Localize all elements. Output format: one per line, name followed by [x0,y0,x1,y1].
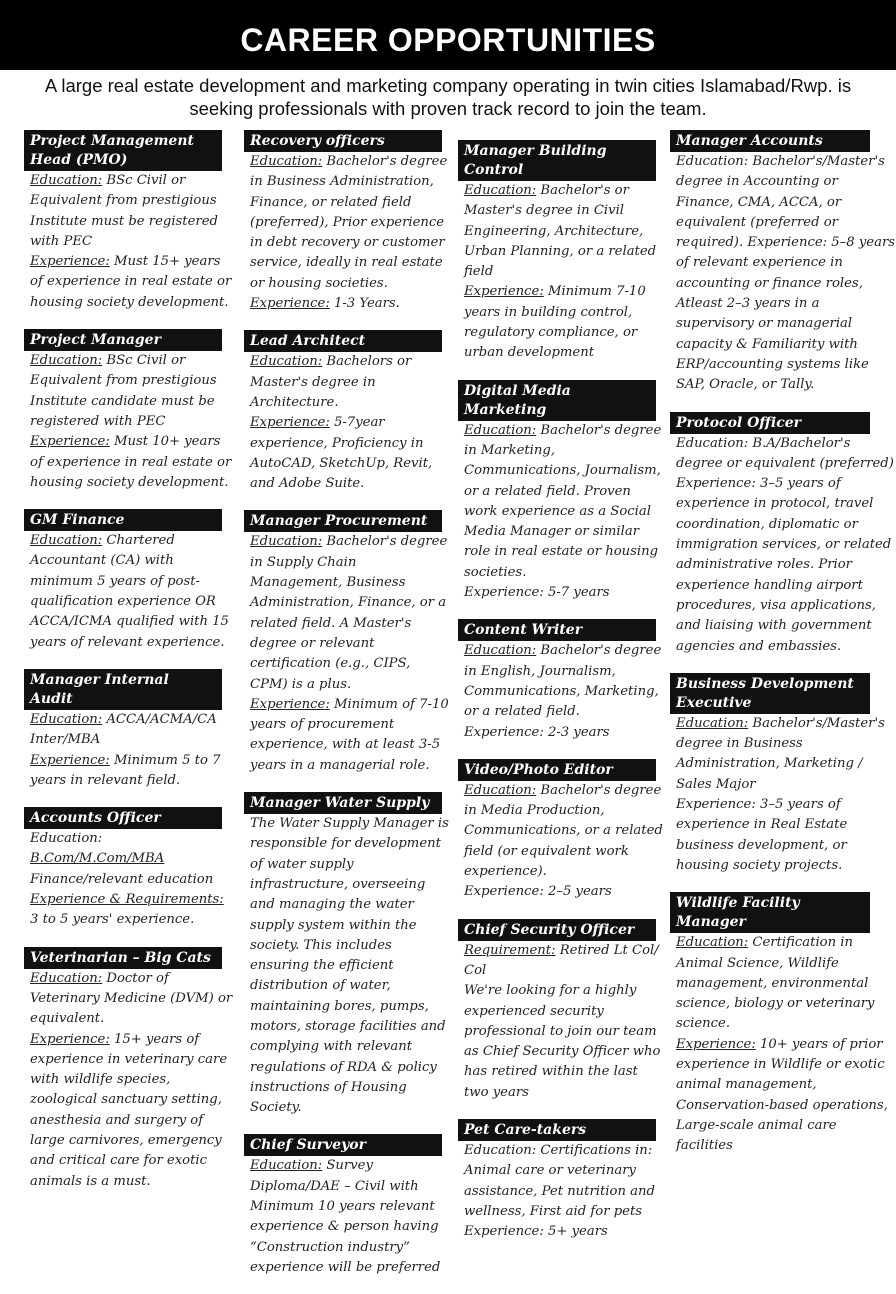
edu-label: Education: [250,1158,323,1174]
job-veterinarian [24,947,234,1192]
edu-label: Education: [30,533,103,549]
job-title: Manager Procurement [244,510,442,532]
job-title: Digital Media Marketing [458,380,656,421]
intro-line-2: seeking professionals with proven track record to join the team. [189,98,707,119]
edu-text: Certification in Animal Science, Wildlife management, environmental science, biology or veterinary science. [676,935,875,1032]
job-content-writer [458,619,664,742]
exp-text: Must 10+ years of experience in real estate or housing society development. [30,434,232,490]
edu-label: Education: [464,422,537,438]
edu-label: Education: [464,183,537,198]
job-title: Manager Accounts [670,130,870,152]
page-title: CAREER OPPORTUNITIES [0,0,896,70]
job-manager-building-control [458,140,664,364]
intro-text [0,74,896,120]
job-body [670,933,896,1156]
exp-label: Experience: [464,284,544,300]
job-pet-care-takers [458,1119,664,1242]
exp-text: Experience: 2-3 years [464,724,610,740]
edu-text: ACCA/ACMA/CA Inter/MBA [30,711,217,748]
job-body [458,1141,664,1242]
job-manager-internal-audit [24,669,234,791]
exp-label: Experience: [30,434,110,450]
job-title: Business Development Executive [670,673,870,714]
job-body [244,152,450,314]
edu-label: Education: [250,534,323,550]
edu-text: Chartered Accountant (CA) with minimum 5 years of post-qualification experience OR ACCA/ICMA qualified with 15 years of relevant experience. [30,533,229,650]
column-2 [244,130,450,1294]
column-4 [670,130,896,1172]
job-body [24,969,234,1192]
exp-text: Must 15+ years of experience in real estate or housing society development. [30,254,232,310]
job-title: Content Writer [458,619,656,641]
exp-label: Experience: [30,254,110,270]
job-lead-architect [244,330,450,494]
job-title: Manager Building Control [458,140,656,181]
job-title: Manager Water Supply [244,792,442,814]
edu-label: Education: [250,354,323,370]
job-title: Lead Architect [244,330,442,352]
job-digital-media-marketing [458,380,664,604]
column-3 [458,140,664,1258]
exp-text: 1-3 Years. [329,296,400,312]
job-body [458,181,664,364]
job-protocol-officer [670,412,896,657]
exp-text: 15+ years of experience in veterinary care with wildlife species, zoological sanctuary setting, anesthesia and surgery of large carnivores, emergency and critical care for exotic animals is a must. [30,1031,228,1189]
job-body [24,710,234,791]
edu-text: Bachelor's degree in Business Administration, Finance, or related field (preferred), Prior experience in debt recovery or customer service, ideally in real estate or housing societies. [250,154,448,291]
job-video-photo-editor [458,759,664,903]
edu-label: Education: [30,353,103,369]
exp-label: Experience: [250,696,330,712]
job-body [244,532,450,776]
job-title: Chief Surveyor [244,1134,442,1156]
edu-text: Bachelor's degree in Marketing, Communications, Journalism, or a related field. Proven work experience as a Social Media Manager or similar role in real estate or housing societies. [464,422,662,580]
edu-label: Education: [30,970,103,986]
edu-label: Education: [30,711,103,727]
job-manager-water-supply [244,792,450,1118]
job-title: Project Manager [24,329,222,351]
exp-text: Experience: 2–5 years [464,884,612,900]
exp-label: Experience: [30,752,110,768]
exp-label: Experience: [250,296,330,312]
exp-label: Experience: [30,1031,110,1047]
job-body [458,641,664,742]
exp-text: Minimum 5 to 7 years in relevant field. [30,752,221,788]
job-body [24,351,234,493]
job-title: Wildlife Facility Manager [670,892,870,933]
job-body: Education: B.A/Bachelor's degree or equivalent (preferred) Experience: 3–5 years of experience in protocol, travel coordination, diplomatic or immigration services, or related administrative roles. Prior experience handling airport procedures, visa applications, and liaising with government agencies and embassies. [676,435,894,654]
job-body [458,781,664,903]
job-body [458,941,664,1103]
job-body [24,171,234,313]
job-title: Protocol Officer [670,412,870,434]
job-title: GM Finance [24,509,222,531]
req-text: Retired Lt Col/ Col [464,942,659,978]
job-description: We're looking for a highly experienced security professional to join our team as Chief Security Officer who has retired within the last two years [464,983,661,1100]
job-body [670,714,896,876]
job-title: Video/Photo Editor [458,759,656,781]
job-title: Project Management Head (PMO) [24,130,222,171]
intro-line-1: A large real estate development and marketing company operating in twin cities Islamabad/Rwp. is [44,75,852,96]
exp-text: Experience: 3–5 years of experience in Real Estate business development, or housing society projects. [676,797,848,873]
job-business-development [670,673,896,876]
edu-text: Bachelors or Master's degree in Architecture. [250,354,412,410]
job-title: Recovery officers [244,130,442,152]
edu-text: Bachelor's degree in English, Journalism, Communications, Marketing, or a related field. [464,643,662,720]
edu-label: Education: [676,715,749,731]
exp-text: Minimum 7-10 years in building control, regulatory compliance, or urban development [464,284,646,361]
edu-text: B.Com/M.Com/MBA [30,851,165,867]
job-title: Chief Security Officer [458,919,656,941]
job-body [458,421,664,604]
exp-text: Experience: 5+ years [464,1224,608,1240]
job-project-manager [24,329,234,493]
exp-label: Experience: [250,415,330,431]
job-recovery-officers [244,130,450,314]
edu-text: Bachelor's degree in Media Production, Communications, or a related field (or equivalent work experience). [464,782,663,880]
exp-text: 10+ years of prior experience in Wildlife or exotic animal management, Conservation-based operations, Large-scale animal care facilities [676,1036,888,1154]
job-chief-surveyor [244,1134,450,1278]
exp-text: 3 to 5 years' experience. [30,912,195,928]
job-body [244,352,450,494]
edu-label: Education: [30,173,103,188]
job-body: The Water Supply Manager is responsible for development of water supply infrastructure, overseeing and managing the water supply system within the society. This includes ensuring the efficient distribution of water, maintaining bores, pumps, motors, storage facilities and complying with relevant regulations of RDA & policy instructions of Housing Society. [250,816,449,1116]
req-label: Requirement: [464,942,556,958]
job-title: Manager Internal Audit [24,669,222,710]
job-body [24,829,234,930]
job-title: Veterinarian – Big Cats [24,947,222,969]
edu-text: Survey Diploma/DAE – Civil with Minimum 10 years relevant experience & person having “Construction industry” experience will be preferred [250,1158,441,1275]
edu-label: Education: [676,935,749,951]
job-title: Accounts Officer [24,807,222,829]
job-title: Pet Care-takers [458,1119,656,1141]
job-body [24,531,234,653]
edu-label: Education: [250,154,323,169]
edu-label: Education: [30,831,103,847]
edu-label: Education: [464,782,537,798]
edu-text: BSc Civil or Equivalent from prestigious Institute candidate must be registered with PEC [30,353,217,429]
edu-text-2: Finance/relevant education [30,871,214,887]
exp-text: Experience: 5-7 years [464,585,610,601]
job-pmo [24,130,234,313]
job-gm-finance [24,509,234,653]
job-body [244,1156,450,1278]
exp-text: Minimum of 7-10 years of procurement experience, with at least 3-5 years in a managerial role. [250,696,449,773]
job-wildlife-facility-manager [670,892,896,1156]
job-accounts-officer [24,807,234,930]
edu-text: Education: Certifications in: Animal care or veterinary assistance, Pet nutrition and wellness, First aid for pets [464,1142,655,1219]
job-manager-accounts [670,130,896,396]
exp-label: Experience & Requirements: [30,892,224,908]
exp-label: Experience: [676,1036,756,1052]
edu-text: Bachelor's/Master's degree in Business Administration, Marketing / Sales Major [676,715,885,792]
job-manager-procurement [244,510,450,776]
job-body: Education: Bachelor's/Master's degree in Accounting or Finance, CMA, ACCA, or equivalent (preferred or required). Experience: 5–8 years of relevant experience in accounting or finance roles, Atleast 2–3 years in a supervisory or managerial capacity & Familiarity with ERP/accounting systems like SAP, Oracle, or Tally. [676,154,896,393]
edu-text: Doctor of Veterinary Medicine (DVM) or equivalent. [30,970,233,1027]
exp-text: 5-7year experience, Proficiency in AutoCAD, SketchUp, Revit, and Adobe Suite. [250,415,433,492]
edu-text: BSc Civil or Equivalent from prestigious Institute must be registered with PEC [30,173,218,249]
edu-text: Bachelor's degree in Supply Chain Management, Business Administration, Finance, or a related field. A Master's degree or relevant certification (e.g., CIPS, CPM) is a plus. [250,534,448,692]
edu-text: Bachelor's or Master's degree in Civil Engineering, Architecture, Urban Planning, or a related field [464,183,657,280]
job-chief-security-officer [458,919,664,1103]
edu-label: Education: [464,643,537,659]
column-1 [24,130,234,1208]
